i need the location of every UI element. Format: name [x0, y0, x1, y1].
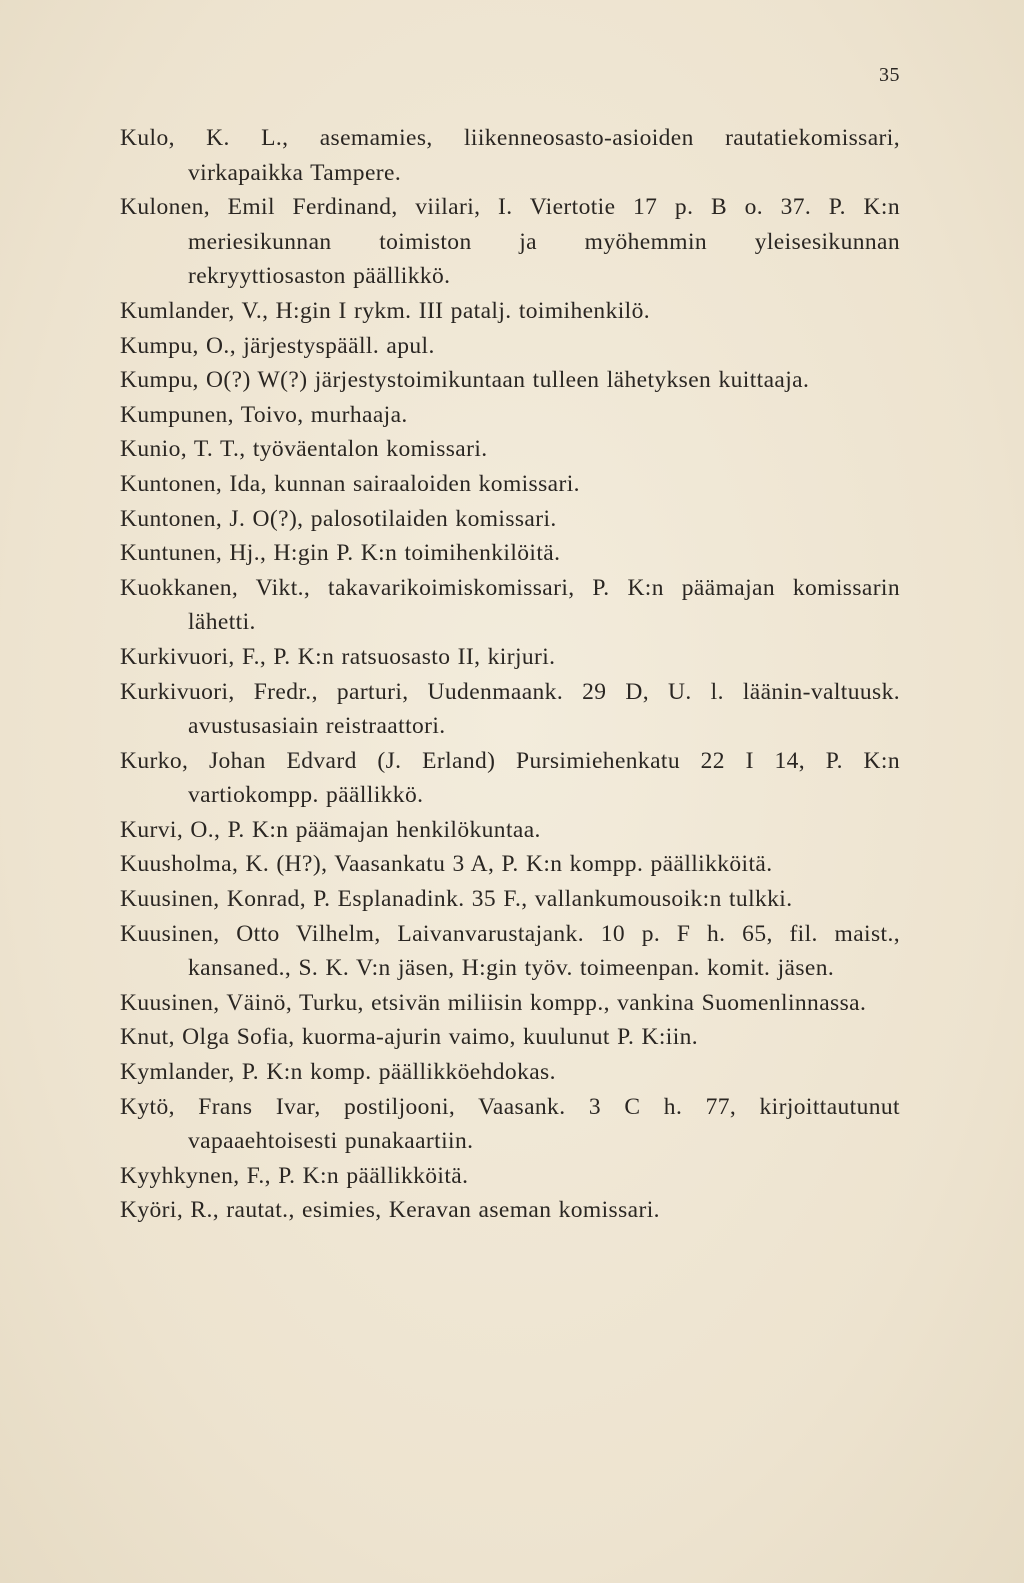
list-entry: Kuntonen, Ida, kunnan sairaaloiden komissari. — [120, 470, 580, 497]
list-entry: Kumlander, V., H:gin I rykm. III patalj. toimihenkilö. — [120, 297, 651, 324]
list-entry: Kuusinen, Väinö, Turku, etsivän miliisin kompp., vankina Suomenlinnassa. — [120, 989, 867, 1016]
list-entry: Kurvi, O., P. K:n päämajan henkilökuntaa. — [120, 816, 541, 843]
list-entry: Kuusinen, Konrad, P. Esplanadink. 35 F., vallankumousoik:n tulkki. — [120, 886, 793, 913]
list-entry: Kumpu, O(?) W(?) järjestystoimikuntaan tulleen lähetyksen kuittaaja. — [120, 367, 810, 394]
list-entry: Kyöri, R., rautat., esimies, Keravan aseman komissari. — [120, 1197, 660, 1224]
list-entry: Kuokkanen, Vikt., takavarikoimiskomissari, P. K:n päämajan komissarin lähetti. — [120, 574, 900, 636]
list-entry: Kurkivuori, Fredr., parturi, Uudenmaank. 29 D, U. l. läänin-valtuusk. avustusasiain reistraattori. — [120, 678, 900, 740]
entry-list — [120, 121, 900, 1228]
list-entry: Kurko, Johan Edvard (J. Erland) Pursimiehenkatu 22 I 14, P. K:n vartiokompp. päällikkö. — [120, 747, 900, 809]
list-entry: Kulo, K. L., asemamies, liikenneosasto-asioiden rautatiekomissari, virkapaikka Tampere. — [120, 125, 900, 186]
list-entry: Kurkivuori, F., P. K:n ratsuosasto II, kirjuri. — [120, 643, 556, 670]
list-entry: Kuntunen, Hj., H:gin P. K:n toimihenkilöitä. — [120, 540, 561, 567]
list-entry: Kumpu, O., järjestyspääll. apul. — [120, 332, 435, 359]
page-number: 35 — [879, 64, 900, 86]
list-entry: Knut, Olga Sofia, kuorma-ajurin vaimo, kuulunut P. K:iin. — [120, 1024, 699, 1051]
list-entry: Kuntonen, J. O(?), palosotilaiden komissari. — [120, 505, 557, 532]
list-entry: Kytö, Frans Ivar, postiljooni, Vaasank. 3 C h. 77, kirjoittautunut vapaaehtoisesti punakaartiin. — [120, 1093, 900, 1155]
list-entry: Kyyhkynen, F., P. K:n päällikköitä. — [120, 1162, 469, 1189]
list-entry: Kuusinen, Otto Vilhelm, Laivanvarustajank. 10 p. F h. 65, fil. maist., kansaned., S. K. V:n jäsen, H:gin työv. toimeenpan. komit. jäsen. — [120, 920, 900, 982]
list-entry: Kumpunen, Toivo, murhaaja. — [120, 401, 408, 428]
list-entry: Kymlander, P. K:n komp. päällikköehdokas. — [120, 1059, 556, 1086]
list-entry: Kuusholma, K. (H?), Vaasankatu 3 A, P. K:n kompp. päällikköitä. — [120, 851, 773, 878]
list-entry: Kulonen, Emil Ferdinand, viilari, I. Viertotie 17 p. B o. 37. P. K:n meriesikunnan toimiston ja myöhemmin yleisesikunnan rekryyttiosaston päällikkö. — [120, 194, 900, 290]
list-entry: Kunio, T. T., työväentalon komissari. — [120, 436, 488, 463]
